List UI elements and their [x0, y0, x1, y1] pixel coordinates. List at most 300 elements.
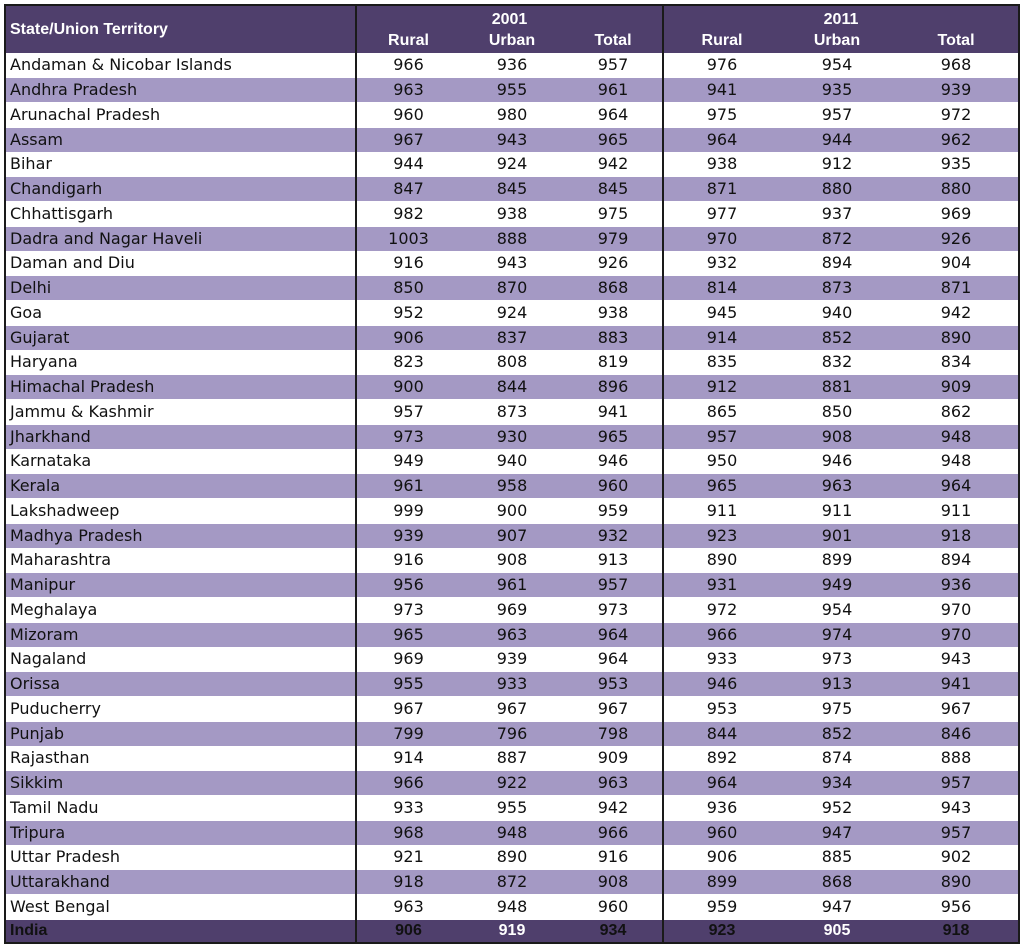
total-2001-cell: 967	[564, 697, 663, 722]
table-row	[5, 350, 1019, 375]
rural-2001-cell: 939	[356, 523, 460, 548]
total-2011-cell: 918	[894, 523, 1019, 548]
urban-2011-cell: 913	[780, 672, 894, 697]
total-2011-header: Total	[937, 32, 975, 49]
table-row	[5, 78, 1019, 103]
urban-2011-cell: 881	[780, 375, 894, 400]
urban-2001-cell: 938	[460, 202, 564, 227]
urban-2001-cell: 936	[460, 53, 564, 78]
urban-2001-cell: 924	[460, 301, 564, 326]
urban-2011-cell: 946	[780, 449, 894, 474]
urban-2001-cell: 924	[460, 152, 564, 177]
rural-2011-cell: 976	[663, 53, 780, 78]
urban-2011-cell: 940	[780, 301, 894, 326]
rural-2001-cell: 949	[356, 449, 460, 474]
urban-2001-cell: 967	[460, 697, 564, 722]
total-2011-cell: 936	[894, 573, 1019, 598]
rural-2001-cell: 969	[356, 647, 460, 672]
total-2001-cell: 942	[564, 152, 663, 177]
urban-2011-cell: 899	[780, 548, 894, 573]
total-2011-cell: 939	[894, 78, 1019, 103]
total-2011-cell: 972	[894, 103, 1019, 128]
urban-2001-cell: 900	[460, 499, 564, 524]
total-2011-cell: 862	[894, 400, 1019, 425]
total-2001-cell: 941	[564, 400, 663, 425]
row-state-name: Haryana	[5, 350, 356, 375]
urban-2001-cell: 948	[460, 895, 564, 920]
total-2011-cell: 948	[894, 449, 1019, 474]
row-state-name: Puducherry	[5, 697, 356, 722]
total-2011-cell: 968	[894, 53, 1019, 78]
rural-2001-header: Rural	[388, 32, 429, 49]
rural-2001-cell: 944	[356, 152, 460, 177]
row-state-name: Manipur	[5, 573, 356, 598]
rural-2011-cell: 931	[663, 573, 780, 598]
rural-2011-cell: 965	[663, 474, 780, 499]
rural-2011-cell: 912	[663, 375, 780, 400]
total-2011-cell: 941	[894, 672, 1019, 697]
urban-2011-cell: 911	[780, 499, 894, 524]
urban-2011-cell: 952	[780, 796, 894, 821]
rural-2011-cell: 835	[663, 350, 780, 375]
total-2001-cell: 953	[564, 672, 663, 697]
total-2001-cell: 926	[564, 251, 663, 276]
rural-2001-cell: 966	[356, 771, 460, 796]
urban-2001-cell: 890	[460, 845, 564, 870]
urban-2011-cell: 974	[780, 622, 894, 647]
urban-2001-cell: 888	[460, 226, 564, 251]
rural-2001-cell: 966	[356, 53, 460, 78]
total-2011-cell: 970	[894, 622, 1019, 647]
urban-2011-cell: 905	[823, 922, 851, 939]
rural-2011-cell: 914	[663, 325, 780, 350]
rural-2011-cell: 977	[663, 202, 780, 227]
rural-2001-cell: 906	[395, 922, 422, 939]
rural-2011-cell: 871	[663, 177, 780, 202]
total-2001-cell: 964	[564, 622, 663, 647]
table-row	[5, 325, 1019, 350]
total-2001-cell: 868	[564, 276, 663, 301]
total-2011-cell: 904	[894, 251, 1019, 276]
total-2011-cell: 970	[894, 598, 1019, 623]
total-2001-cell: 934	[564, 919, 663, 943]
total-2011-cell: 956	[894, 895, 1019, 920]
total-2001-cell: 957	[564, 53, 663, 78]
table-row	[5, 103, 1019, 128]
row-state-name: Gujarat	[5, 325, 356, 350]
rural-2011-header: Rural	[701, 32, 743, 49]
urban-2001-cell: 922	[460, 771, 564, 796]
total-2001-cell: 916	[564, 845, 663, 870]
urban-2001-cell: 908	[460, 548, 564, 573]
urban-2011-cell: 954	[780, 598, 894, 623]
total-2001-cell: 913	[564, 548, 663, 573]
table-header	[5, 5, 1019, 53]
row-state-name: Mizoram	[5, 622, 356, 647]
row-state-name: Andhra Pradesh	[5, 78, 356, 103]
year-2011-header: 2011	[823, 10, 859, 28]
total-2001-cell: 942	[564, 796, 663, 821]
row-state-name: Daman and Diu	[5, 251, 356, 276]
urban-2001-cell: 870	[460, 276, 564, 301]
total-2001-header: Total	[564, 29, 663, 53]
rural-2011-cell: 972	[663, 598, 780, 623]
total-2001-cell: 979	[564, 226, 663, 251]
total-2011-cell: 888	[894, 746, 1019, 771]
rural-2001-cell: 960	[356, 103, 460, 128]
rural-2011-cell: 950	[663, 449, 780, 474]
table-row	[5, 474, 1019, 499]
rural-2011-cell: 945	[663, 301, 780, 326]
rural-2001-cell: 999	[356, 499, 460, 524]
rural-2011-cell: 892	[663, 746, 780, 771]
urban-2011-cell: 885	[780, 845, 894, 870]
total-2001-cell: 946	[564, 449, 663, 474]
rural-2001-cell: 967	[356, 127, 460, 152]
total-2001-cell: 883	[564, 325, 663, 350]
rural-2001-cell: 955	[356, 672, 460, 697]
total-2011-cell: 942	[894, 301, 1019, 326]
rural-2001-cell: 916	[356, 251, 460, 276]
urban-2001-cell: 958	[460, 474, 564, 499]
table-row	[5, 598, 1019, 623]
urban-2011-cell: 873	[780, 276, 894, 301]
total-2001-cell: 959	[564, 499, 663, 524]
urban-2011-cell: 934	[780, 771, 894, 796]
rural-2001-cell: 914	[356, 746, 460, 771]
row-state-name: Uttar Pradesh	[5, 845, 356, 870]
rural-2011-cell: 936	[663, 796, 780, 821]
total-2011-cell: 943	[894, 647, 1019, 672]
urban-2011-cell: 937	[780, 202, 894, 227]
total-2011-cell: 926	[894, 226, 1019, 251]
rural-2011-cell: 964	[663, 771, 780, 796]
table-row	[5, 771, 1019, 796]
rural-2001-cell: 823	[356, 350, 460, 375]
total-2011-cell: 969	[894, 202, 1019, 227]
rural-2001-cell: 965	[356, 622, 460, 647]
total-2011-cell: 967	[894, 697, 1019, 722]
table-row	[5, 127, 1019, 152]
rural-2001-cell: 933	[356, 796, 460, 821]
india-total-row	[5, 919, 1019, 943]
urban-2011-cell: 949	[780, 573, 894, 598]
rural-2011-cell: 906	[663, 845, 780, 870]
urban-2011-cell: 901	[780, 523, 894, 548]
row-state-name: Nagaland	[5, 647, 356, 672]
rural-2011-cell: 964	[663, 127, 780, 152]
table-row	[5, 276, 1019, 301]
urban-2001-cell: 961	[460, 573, 564, 598]
total-2001-cell: 960	[564, 895, 663, 920]
table-row	[5, 523, 1019, 548]
rural-2001-cell: 973	[356, 424, 460, 449]
table-row	[5, 499, 1019, 524]
total-2011-cell: 962	[894, 127, 1019, 152]
row-state-name: Rajasthan	[5, 746, 356, 771]
rural-2001-cell: 982	[356, 202, 460, 227]
rural-2001-cell: 956	[356, 573, 460, 598]
urban-2001-cell: 796	[460, 721, 564, 746]
urban-2011-cell: 957	[780, 103, 894, 128]
total-2011-cell: 902	[894, 845, 1019, 870]
row-state-name: Jharkhand	[5, 424, 356, 449]
row-state-name: Tripura	[5, 820, 356, 845]
rural-2011-cell: 844	[663, 721, 780, 746]
row-state-name: India	[5, 919, 356, 943]
rural-2011-cell: 975	[663, 103, 780, 128]
urban-2011-cell: 832	[780, 350, 894, 375]
rural-2001-cell: 968	[356, 820, 460, 845]
table-row	[5, 548, 1019, 573]
urban-2001-cell: 930	[460, 424, 564, 449]
urban-2001-header: Urban	[488, 32, 536, 49]
state-column-header: State/Union Territory	[5, 5, 356, 53]
table-row	[5, 796, 1019, 821]
total-2011-cell: 943	[894, 796, 1019, 821]
total-2001-cell: 908	[564, 870, 663, 895]
table-row	[5, 746, 1019, 771]
table-row	[5, 152, 1019, 177]
row-state-name: Dadra and Nagar Haveli	[5, 226, 356, 251]
total-2011-cell: 957	[894, 820, 1019, 845]
urban-2011-cell: 874	[780, 746, 894, 771]
rural-2001-cell: 957	[356, 400, 460, 425]
urban-2011-cell: 912	[780, 152, 894, 177]
rural-2011-cell: 938	[663, 152, 780, 177]
urban-2001-cell: 948	[460, 820, 564, 845]
row-state-name: Tamil Nadu	[5, 796, 356, 821]
rural-2011-cell: 960	[663, 820, 780, 845]
rural-2001-cell: 847	[356, 177, 460, 202]
rural-2011-cell: 957	[663, 424, 780, 449]
total-2001-cell: 964	[564, 647, 663, 672]
urban-2001-cell: 955	[460, 796, 564, 821]
urban-2011-cell: 963	[780, 474, 894, 499]
row-state-name: Meghalaya	[5, 598, 356, 623]
sex-ratio-table	[4, 4, 1020, 944]
urban-2001-cell: 955	[460, 78, 564, 103]
urban-2001-cell: 919	[498, 922, 526, 939]
rural-2001-cell: 900	[356, 375, 460, 400]
urban-2011-cell: 908	[780, 424, 894, 449]
table-row	[5, 177, 1019, 202]
total-2001-cell: 819	[564, 350, 663, 375]
urban-2001-cell: 837	[460, 325, 564, 350]
rural-2011-cell: 890	[663, 548, 780, 573]
rural-2001-cell: 973	[356, 598, 460, 623]
total-2011-cell: 909	[894, 375, 1019, 400]
urban-2001-cell: 980	[460, 103, 564, 128]
total-2001-cell: 963	[564, 771, 663, 796]
table-row	[5, 647, 1019, 672]
row-state-name: Arunachal Pradesh	[5, 103, 356, 128]
urban-2001-cell: 844	[460, 375, 564, 400]
urban-2011-cell: 852	[780, 721, 894, 746]
total-2011-cell: 948	[894, 424, 1019, 449]
rural-2011-cell: 923	[708, 922, 736, 939]
urban-2001-cell: 969	[460, 598, 564, 623]
table-row	[5, 226, 1019, 251]
total-2011-cell: 890	[894, 325, 1019, 350]
rural-2011-cell: 923	[663, 523, 780, 548]
rural-2001-cell: 963	[356, 895, 460, 920]
table-row	[5, 449, 1019, 474]
table-row	[5, 672, 1019, 697]
urban-2011-header: Urban	[813, 32, 861, 49]
table-row	[5, 301, 1019, 326]
rural-2011-cell: 899	[663, 870, 780, 895]
table-row	[5, 622, 1019, 647]
urban-2011-cell: 894	[780, 251, 894, 276]
row-state-name: Chhattisgarh	[5, 202, 356, 227]
table-row	[5, 697, 1019, 722]
row-state-name: Karnataka	[5, 449, 356, 474]
rural-2001-cell: 1003	[356, 226, 460, 251]
row-state-name: Chandigarh	[5, 177, 356, 202]
rural-2001-cell: 921	[356, 845, 460, 870]
total-2001-cell: 965	[564, 127, 663, 152]
total-2011-cell: 834	[894, 350, 1019, 375]
total-2011-cell: 911	[894, 499, 1019, 524]
row-state-name: Uttarakhand	[5, 870, 356, 895]
row-state-name: Madhya Pradesh	[5, 523, 356, 548]
rural-2011-cell: 932	[663, 251, 780, 276]
rural-2001-cell: 963	[356, 78, 460, 103]
rural-2011-cell: 911	[663, 499, 780, 524]
total-2011-cell: 957	[894, 771, 1019, 796]
total-2011-cell: 964	[894, 474, 1019, 499]
row-state-name: Bihar	[5, 152, 356, 177]
rural-2001-cell: 850	[356, 276, 460, 301]
rural-2001-cell: 967	[356, 697, 460, 722]
total-2001-cell: 975	[564, 202, 663, 227]
urban-2011-cell: 975	[780, 697, 894, 722]
table-row	[5, 202, 1019, 227]
urban-2001-cell: 940	[460, 449, 564, 474]
urban-2001-cell: 943	[460, 127, 564, 152]
rural-2011-cell: 970	[663, 226, 780, 251]
table-row	[5, 820, 1019, 845]
row-state-name: Andaman & Nicobar Islands	[5, 53, 356, 78]
rural-2001-cell: 952	[356, 301, 460, 326]
total-2001-cell: 798	[564, 721, 663, 746]
urban-2011-cell: 850	[780, 400, 894, 425]
total-2001-cell: 909	[564, 746, 663, 771]
table-body	[5, 53, 1019, 919]
urban-2001-cell: 943	[460, 251, 564, 276]
total-2001-cell: 896	[564, 375, 663, 400]
row-state-name: Orissa	[5, 672, 356, 697]
urban-2001-cell: 873	[460, 400, 564, 425]
rural-2001-cell: 799	[356, 721, 460, 746]
row-state-name: Lakshadweep	[5, 499, 356, 524]
rural-2001-cell: 918	[356, 870, 460, 895]
rural-2001-cell: 906	[356, 325, 460, 350]
urban-2001-cell: 933	[460, 672, 564, 697]
table-row	[5, 895, 1019, 920]
total-2001-cell: 964	[564, 103, 663, 128]
row-state-name: Maharashtra	[5, 548, 356, 573]
urban-2011-cell: 954	[780, 53, 894, 78]
row-state-name: Kerala	[5, 474, 356, 499]
year-2001-header: 2001	[356, 5, 663, 29]
urban-2011-cell: 868	[780, 870, 894, 895]
total-2011-cell: 890	[894, 870, 1019, 895]
table-footer	[5, 919, 1019, 943]
rural-2011-cell: 966	[663, 622, 780, 647]
total-2001-cell: 966	[564, 820, 663, 845]
total-2001-cell: 845	[564, 177, 663, 202]
table-row	[5, 424, 1019, 449]
urban-2011-cell: 944	[780, 127, 894, 152]
total-2011-cell: 846	[894, 721, 1019, 746]
table-row	[5, 845, 1019, 870]
rural-2011-cell: 946	[663, 672, 780, 697]
urban-2011-cell: 935	[780, 78, 894, 103]
urban-2011-cell: 973	[780, 647, 894, 672]
rural-2011-cell: 933	[663, 647, 780, 672]
rural-2001-cell: 961	[356, 474, 460, 499]
total-2011-cell: 935	[894, 152, 1019, 177]
urban-2011-cell: 872	[780, 226, 894, 251]
table-row	[5, 251, 1019, 276]
total-2001-cell: 932	[564, 523, 663, 548]
rural-2001-cell: 916	[356, 548, 460, 573]
table-row	[5, 375, 1019, 400]
row-state-name: Assam	[5, 127, 356, 152]
table-row	[5, 870, 1019, 895]
total-2001-cell: 938	[564, 301, 663, 326]
row-state-name: Delhi	[5, 276, 356, 301]
urban-2011-cell: 947	[780, 820, 894, 845]
rural-2011-cell: 865	[663, 400, 780, 425]
row-state-name: Sikkim	[5, 771, 356, 796]
table-row	[5, 400, 1019, 425]
total-2011-cell: 871	[894, 276, 1019, 301]
total-2011-cell: 894	[894, 548, 1019, 573]
total-2001-cell: 973	[564, 598, 663, 623]
urban-2011-cell: 947	[780, 895, 894, 920]
urban-2001-cell: 887	[460, 746, 564, 771]
table-row	[5, 721, 1019, 746]
row-state-name: Goa	[5, 301, 356, 326]
table-row	[5, 573, 1019, 598]
total-2011-cell: 918	[942, 922, 970, 939]
urban-2001-cell: 872	[460, 870, 564, 895]
table-row	[5, 53, 1019, 78]
row-state-name: Jammu & Kashmir	[5, 400, 356, 425]
total-2001-cell: 957	[564, 573, 663, 598]
urban-2001-cell: 845	[460, 177, 564, 202]
urban-2001-cell: 808	[460, 350, 564, 375]
total-2001-cell: 965	[564, 424, 663, 449]
rural-2011-cell: 814	[663, 276, 780, 301]
total-2011-cell: 880	[894, 177, 1019, 202]
row-state-name: Punjab	[5, 721, 356, 746]
total-2001-cell: 960	[564, 474, 663, 499]
rural-2011-cell: 941	[663, 78, 780, 103]
urban-2011-cell: 880	[780, 177, 894, 202]
rural-2011-cell: 959	[663, 895, 780, 920]
urban-2011-cell: 852	[780, 325, 894, 350]
rural-2011-cell: 953	[663, 697, 780, 722]
row-state-name: West Bengal	[5, 895, 356, 920]
row-state-name: Himachal Pradesh	[5, 375, 356, 400]
urban-2001-cell: 907	[460, 523, 564, 548]
urban-2001-cell: 939	[460, 647, 564, 672]
urban-2001-cell: 963	[460, 622, 564, 647]
